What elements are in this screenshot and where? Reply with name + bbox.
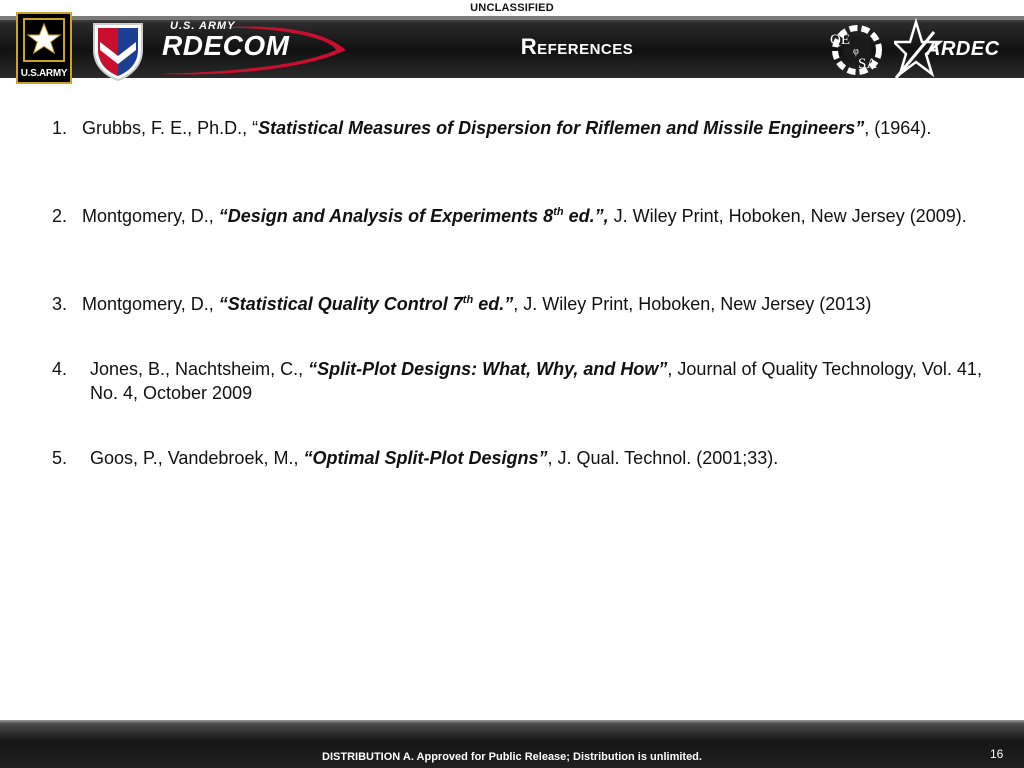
reference-number: 3. [52, 294, 68, 314]
reference-author: Montgomery, D., [82, 206, 219, 226]
reference-title: Statistical Measures of Dispersion for Riflemen and Missile Engineers” [258, 118, 865, 138]
reference-details: , Journal of Quality Technology, Vol. 41, No. 4, October 2009 [90, 359, 982, 403]
reference-title: “Split-Plot Designs: What, Why, and How” [308, 359, 668, 379]
header-shine [0, 16, 1024, 20]
reference-title: “Statistical Quality Control 7th ed.” [218, 294, 514, 314]
classification-marking: UNCLASSIFIED [470, 2, 554, 14]
reference-author: Goos, P., Vandebroek, M., [90, 448, 304, 468]
rdecom-logo-text: RDECOM [162, 30, 290, 61]
reference-title: “Optimal Split-Plot Designs” [303, 448, 548, 468]
reference-number: 5. [52, 448, 68, 468]
page-number: 16 [990, 747, 1004, 761]
army-wordmark: U.S.ARMY [20, 68, 68, 79]
ardec-logo-text: ARDEC [926, 38, 1000, 60]
qesa-top-text: QE [830, 32, 850, 48]
reference-author: Jones, B., Nachtsheim, C., [90, 359, 309, 379]
reference-number: 4. [52, 359, 68, 379]
reference-number: 2. [52, 206, 68, 226]
reference-item-2 [52, 204, 982, 228]
reference-details: , J. Qual. Technol. (2001;33). [547, 448, 779, 468]
reference-item-1 [52, 116, 982, 140]
reference-item-5 [52, 446, 982, 470]
reference-author: Montgomery, D., [82, 294, 219, 314]
slide-title: References [520, 34, 634, 59]
qesa-bottom-text: SA [858, 56, 878, 72]
reference-details: , (1964). [864, 118, 932, 138]
reference-details: J. Wiley Print, Hoboken, New Jersey (2009). [608, 206, 967, 226]
reference-item-4 [52, 357, 982, 405]
reference-number: 1. [52, 118, 68, 138]
reference-item-3 [52, 292, 982, 316]
qesa-logo-icon [826, 22, 888, 78]
svg-text:φ: φ [853, 46, 859, 57]
reference-title: “Design and Analysis of Experiments 8th ed.”, [218, 206, 609, 226]
reference-author: Grubbs, F. E., Ph.D., “ [82, 118, 259, 138]
reference-details: , J. Wiley Print, Hoboken, New Jersey (2013) [513, 294, 872, 314]
rdecom-small-text: U.S. ARMY [170, 20, 236, 32]
distribution-statement: DISTRIBUTION A. Approved for Public Release; Distribution is unlimited. [322, 751, 702, 763]
